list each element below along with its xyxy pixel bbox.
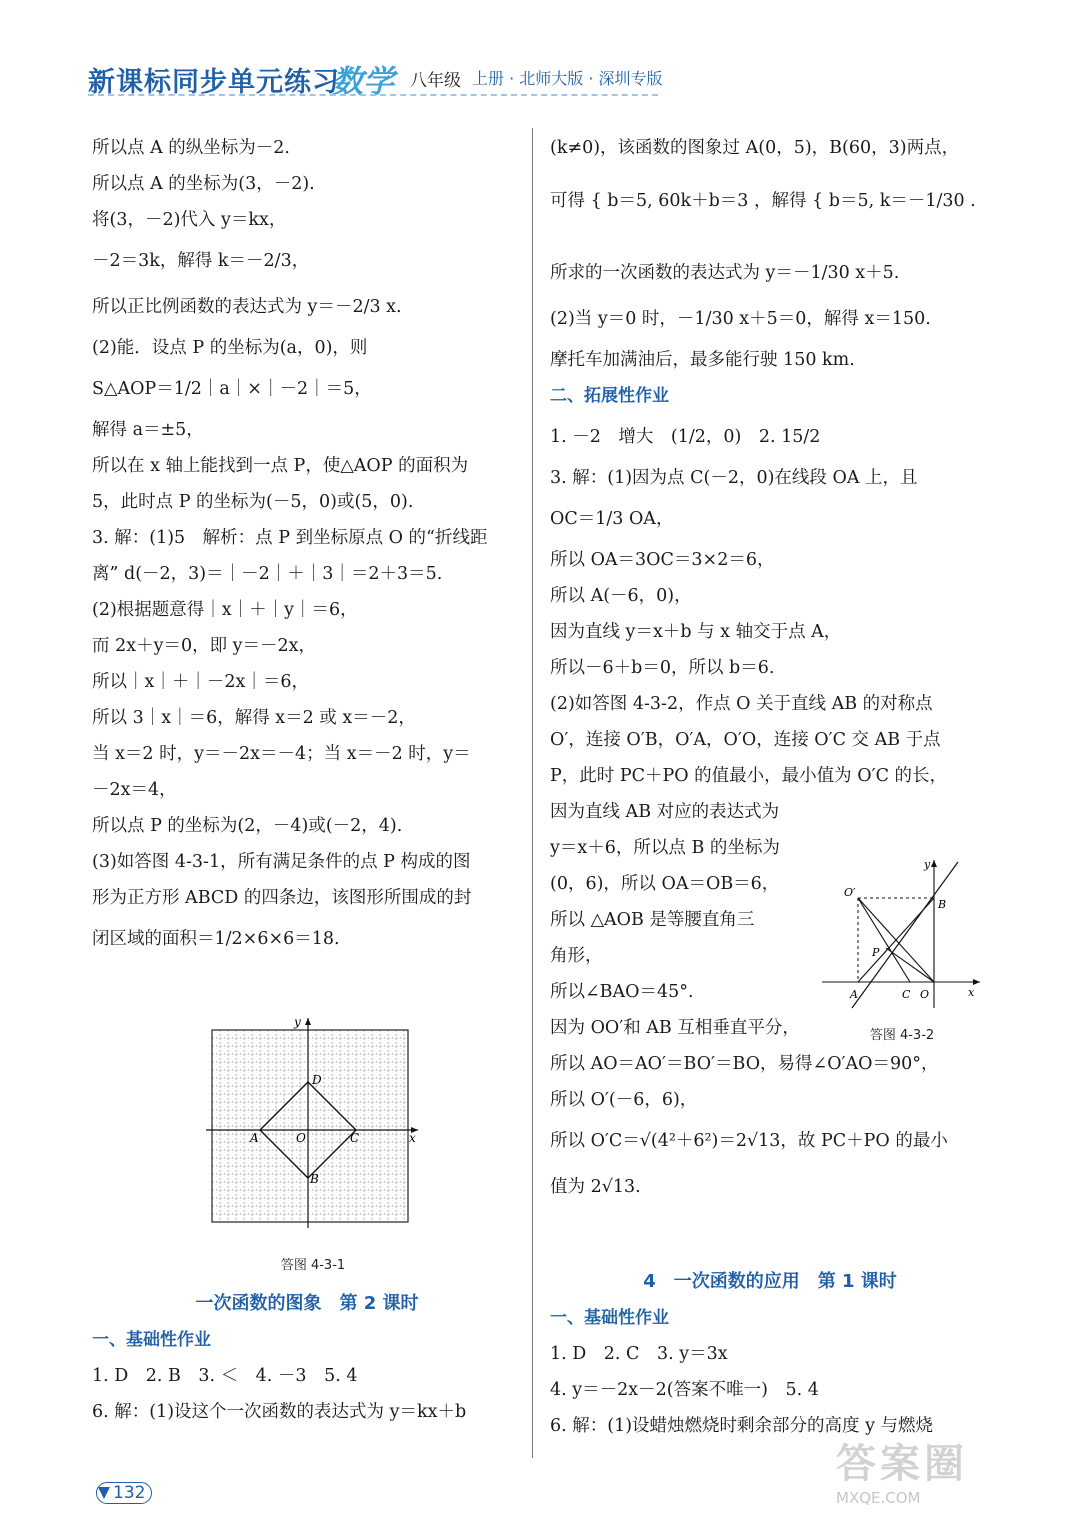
point-a-label: A [250, 1131, 259, 1145]
grade-label: 八年级 [410, 71, 461, 91]
watermark-url: MXQE.COM [836, 1489, 921, 1507]
text-line: －2x＝4， [92, 780, 177, 800]
left-bottom [92, 1286, 522, 1430]
text-line: 因为直线 AB 对应的表达式为 [550, 802, 780, 822]
text-line: 所以 3｜x｜＝6，解得 x＝2 或 x＝－2， [92, 708, 416, 728]
text-line: 当 x＝2 时，y＝－2x＝－4；当 x＝－2 时，y＝ [92, 744, 471, 764]
point-d-label: D [312, 1073, 322, 1087]
point-p-label: P [872, 946, 880, 959]
text-line: (3)如答图 4-3-1，所有满足条件的点 P 构成的图 [92, 852, 471, 872]
text-line: 所以 O′(－6，6)， [550, 1090, 698, 1110]
text-line: 6. 解：(1)设蜡烛燃烧时剩余部分的高度 y 与燃烧 [550, 1416, 934, 1436]
text-line: (2)如答图 4-3-2，作点 O 关于直线 AB 的对称点 [550, 694, 933, 714]
text-line: 形为正方形 ABCD 的四条边，该图形所围成的封 [92, 888, 472, 908]
running-header [88, 58, 668, 98]
figure-symmetric-point [822, 858, 982, 1010]
text-line: 所以点 A 的坐标为(3，－2). [92, 174, 315, 194]
text-line: (0，6)，所以 OA＝OB＝6， [550, 874, 780, 894]
x-axis-label: x [409, 1131, 416, 1145]
text-line: y＝x＋6，所以点 B 的坐标为 [550, 838, 780, 858]
text-line: 因为直线 y＝x＋b 与 x 轴交于点 A， [550, 622, 842, 642]
text-line: 所以∠BAO＝45°. [550, 982, 694, 1002]
text-line: 所以在 x 轴上能找到一点 P，使△AOP 的面积为 [92, 456, 469, 476]
text-line: (2)根据题意得｜x｜＋｜y｜＝6， [92, 600, 358, 620]
text-line: (k≠0)，该函数的图象过 A(0，5)，B(60，3)两点， [550, 138, 960, 158]
text-line: 1. －2 增大 (1/2，0) 2. 15/2 [550, 427, 821, 447]
text-line: 4. y＝－2x－2(答案不唯一) 5. 4 [550, 1380, 819, 1400]
text-line: 所以 O′C＝√(4²＋6²)＝2√13，故 PC＋PO 的最小 [550, 1131, 948, 1151]
lesson-title: 4 一次函数的应用 第 1 课时 [643, 1271, 897, 1292]
text-line: 而 2x＋y＝0，即 y＝－2x， [92, 636, 317, 656]
origin-label: O [920, 988, 930, 1001]
subject-label: 数学 [332, 64, 394, 100]
figure-square-abcd [206, 1018, 420, 1228]
text-line: 解得 a＝±5， [92, 420, 204, 440]
text-line: 所求的一次函数的表达式为 y＝－1/30 x＋5. [550, 263, 900, 283]
book-title: 新课标同步单元练习 [88, 67, 340, 98]
text-line: 3. 解：(1)因为点 C(－2，0)在线段 OA 上，且 [550, 468, 918, 488]
header-divider [88, 94, 658, 96]
text-line: 所以点 P 的坐标为(2，－4)或(－2，4). [92, 816, 403, 836]
text-line: 1. D 2. B 3. ＜ 4. －3 5. 4 [92, 1366, 358, 1386]
text-line: OC＝1/3 OA， [550, 509, 674, 529]
text-line: 值为 2√13. [550, 1177, 641, 1197]
text-line: (2)当 y＝0 时，－1/30 x＋5＝0，解得 x＝150. [550, 309, 931, 329]
point-b-label: B [938, 898, 947, 911]
text-line: 闭区域的面积＝1/2×6×6＝18. [92, 929, 340, 949]
text-line: 所以｜x｜＋｜－2x｜＝6， [92, 672, 310, 692]
o-prime-label: O′ [844, 886, 856, 899]
text-line: 摩托车加满油后，最多能行驶 150 km. [550, 350, 855, 370]
text-line: S△AOP＝1/2｜a｜×｜－2｜＝5， [92, 379, 372, 399]
point-c-label: C [902, 988, 911, 1001]
point-c-label: C [350, 1131, 360, 1145]
point-b-label: B [310, 1172, 319, 1186]
origin-label: O [296, 1131, 306, 1145]
text-line: 因为 OO′和 AB 互相垂直平分， [550, 1018, 800, 1038]
right-bottom [550, 1264, 990, 1444]
text-line: －2＝3k，解得 k＝－2/3， [92, 251, 310, 271]
text-line: 角形， [550, 946, 603, 966]
text-line: 所以 △AOB 是等腰直角三 [550, 910, 755, 930]
watermark [836, 1432, 968, 1507]
text-line: P，此时 PC＋PO 的值最小，最小值为 O′C 的长， [550, 766, 948, 786]
text-line: 6. 解：(1)设这个一次函数的表达式为 y＝kx＋b [92, 1402, 467, 1422]
column-divider [532, 128, 533, 1458]
lesson-title: 一次函数的图象 第 2 课时 [195, 1293, 419, 1314]
edition-label: 上册 · 北师大版 · 深圳专版 [472, 69, 663, 88]
section-heading: 二、拓展性作业 [550, 386, 669, 406]
text-line: 离” d(－2，3)＝｜－2｜＋｜3｜＝2＋3＝5. [92, 564, 443, 584]
text-line: (2)能．设点 P 的坐标为(a，0)，则 [92, 338, 368, 358]
y-axis-label: y [924, 858, 931, 871]
x-axis-label: x [968, 986, 975, 999]
text-line: 可得 { b＝5, 60k＋b＝3 ，解得 { b＝5, k＝－1/30 . [550, 191, 976, 211]
text-line: 所以 A(－6，0)， [550, 586, 692, 606]
text-line: 所以 OA＝3OC＝3×2＝6， [550, 550, 775, 570]
text-line: 1. D 2. C 3. y＝3x [550, 1344, 728, 1364]
text-line: 所以 AO＝AO′＝BO′＝BO，易得∠O′AO＝90°， [550, 1054, 939, 1074]
text-line: O′，连接 O′B，O′A，O′O，连接 O′C 交 AB 于点 [550, 730, 941, 750]
figure2-caption: 答图 4-3-2 [869, 1028, 935, 1043]
y-axis-label: y [294, 1018, 301, 1029]
figure1-caption: 答图 4-3-1 [280, 1258, 346, 1273]
text-line: 所以正比例函数的表达式为 y＝－2/3 x. [92, 297, 402, 317]
text-line: 所以点 A 的纵坐标为－2. [92, 138, 290, 158]
text-line: 将(3，－2)代入 y＝kx， [92, 210, 287, 230]
point-a-label: A [850, 988, 858, 1001]
text-line: 3. 解：(1)5 解析：点 P 到坐标原点 O 的“折线距 [92, 528, 488, 548]
right-column [550, 130, 990, 1210]
section-heading: 一、基础性作业 [550, 1308, 669, 1328]
page-number: 132 [96, 1482, 152, 1504]
left-column [92, 130, 522, 962]
text-line: 所以－6＋b＝0，所以 b＝6. [550, 658, 775, 678]
watermark-logo: 答案圈 [836, 1441, 968, 1487]
section-heading: 一、基础性作业 [92, 1330, 211, 1350]
text-line: 5，此时点 P 的坐标为(－5，0)或(5，0). [92, 492, 414, 512]
